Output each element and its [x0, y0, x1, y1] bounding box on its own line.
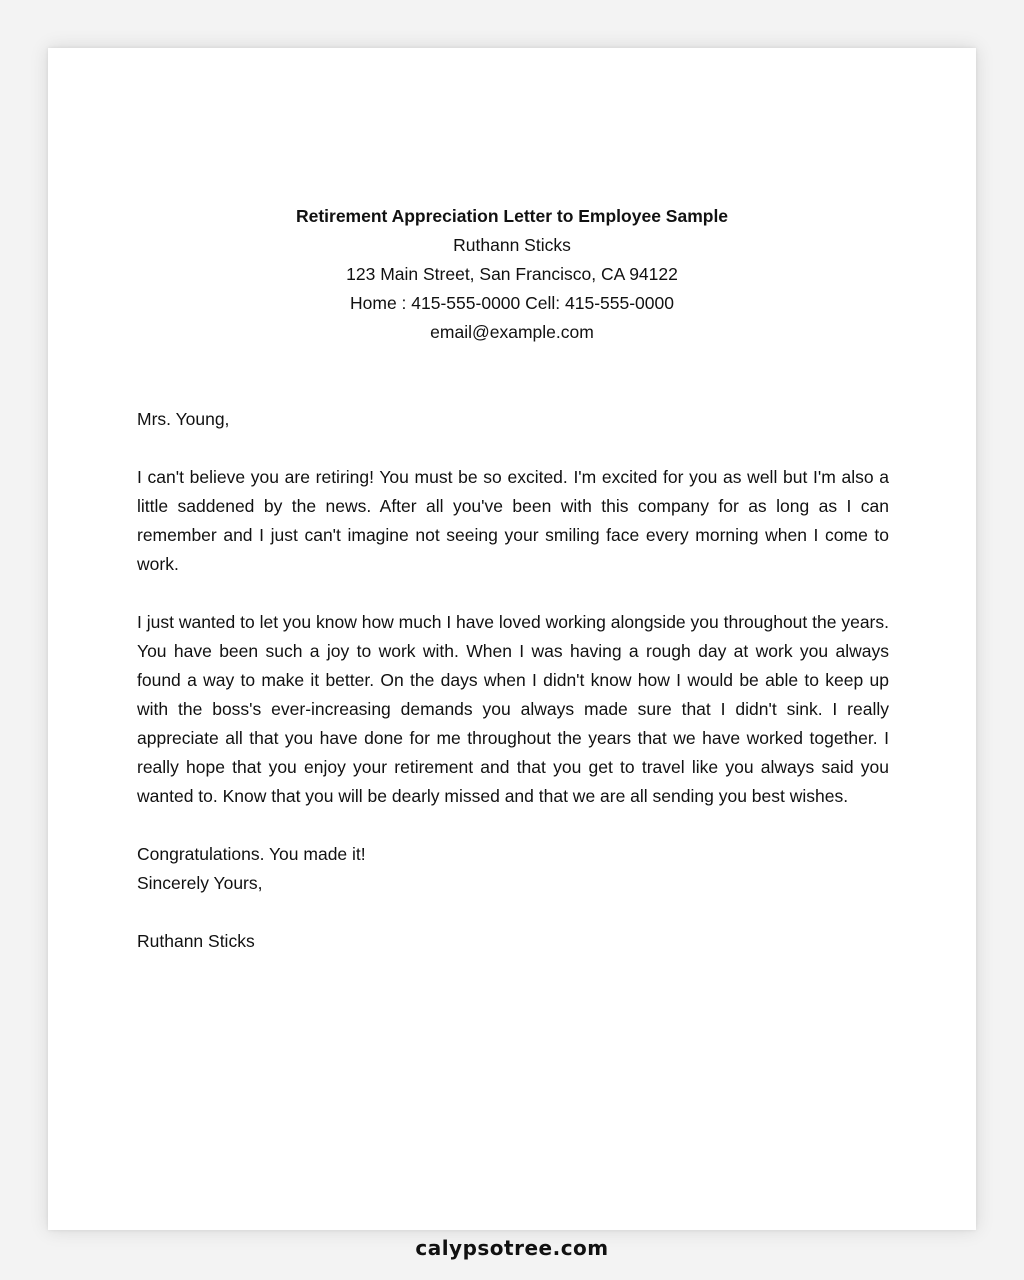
closing-block: [137, 840, 889, 898]
letter-header: [48, 202, 976, 347]
paragraph-2: I just wanted to let you know how much I have loved working alongside you throughout the years. You have been such a joy to work with. When I was having a rough day at work you always found a way to make it better. On the days when I didn't know how I would be able to keep up with the boss's ever-increasing demands you always made sure that I didn't sink. I really appreciate all that you have done for me throughout the years that we have worked together. I really hope that you enjoy your retirement and that you get to travel like you always said you wanted to. Know that you will be dearly missed and that we are all sending you best wishes.: [137, 612, 889, 806]
letter-page: [48, 48, 976, 1230]
salutation: Mrs. Young,: [137, 409, 230, 429]
letter-title: Retirement Appreciation Letter to Employee Sample: [295, 206, 729, 226]
sender-phone: Home : 415-555-0000 Cell: 415-555-0000: [350, 293, 674, 313]
signature: Ruthann Sticks: [137, 931, 255, 951]
watermark: calypsotree.com: [415, 1236, 609, 1260]
closing-line: Congratulations. You made it!: [137, 844, 366, 864]
sender-address: 123 Main Street, San Francisco, CA 94122: [346, 264, 678, 284]
closing: Sincerely Yours,: [137, 873, 263, 893]
letter-body: [137, 405, 889, 985]
paragraph-1: I can't believe you are retiring! You must be so excited. I'm excited for you as well but I'm also a little saddened by the news. After all you've been with this company for as long as I can remember and I just can't imagine not seeing your smiling face every morning when I come to work.: [137, 467, 889, 574]
sender-email: email@example.com: [430, 322, 594, 342]
sender-name: Ruthann Sticks: [453, 235, 571, 255]
